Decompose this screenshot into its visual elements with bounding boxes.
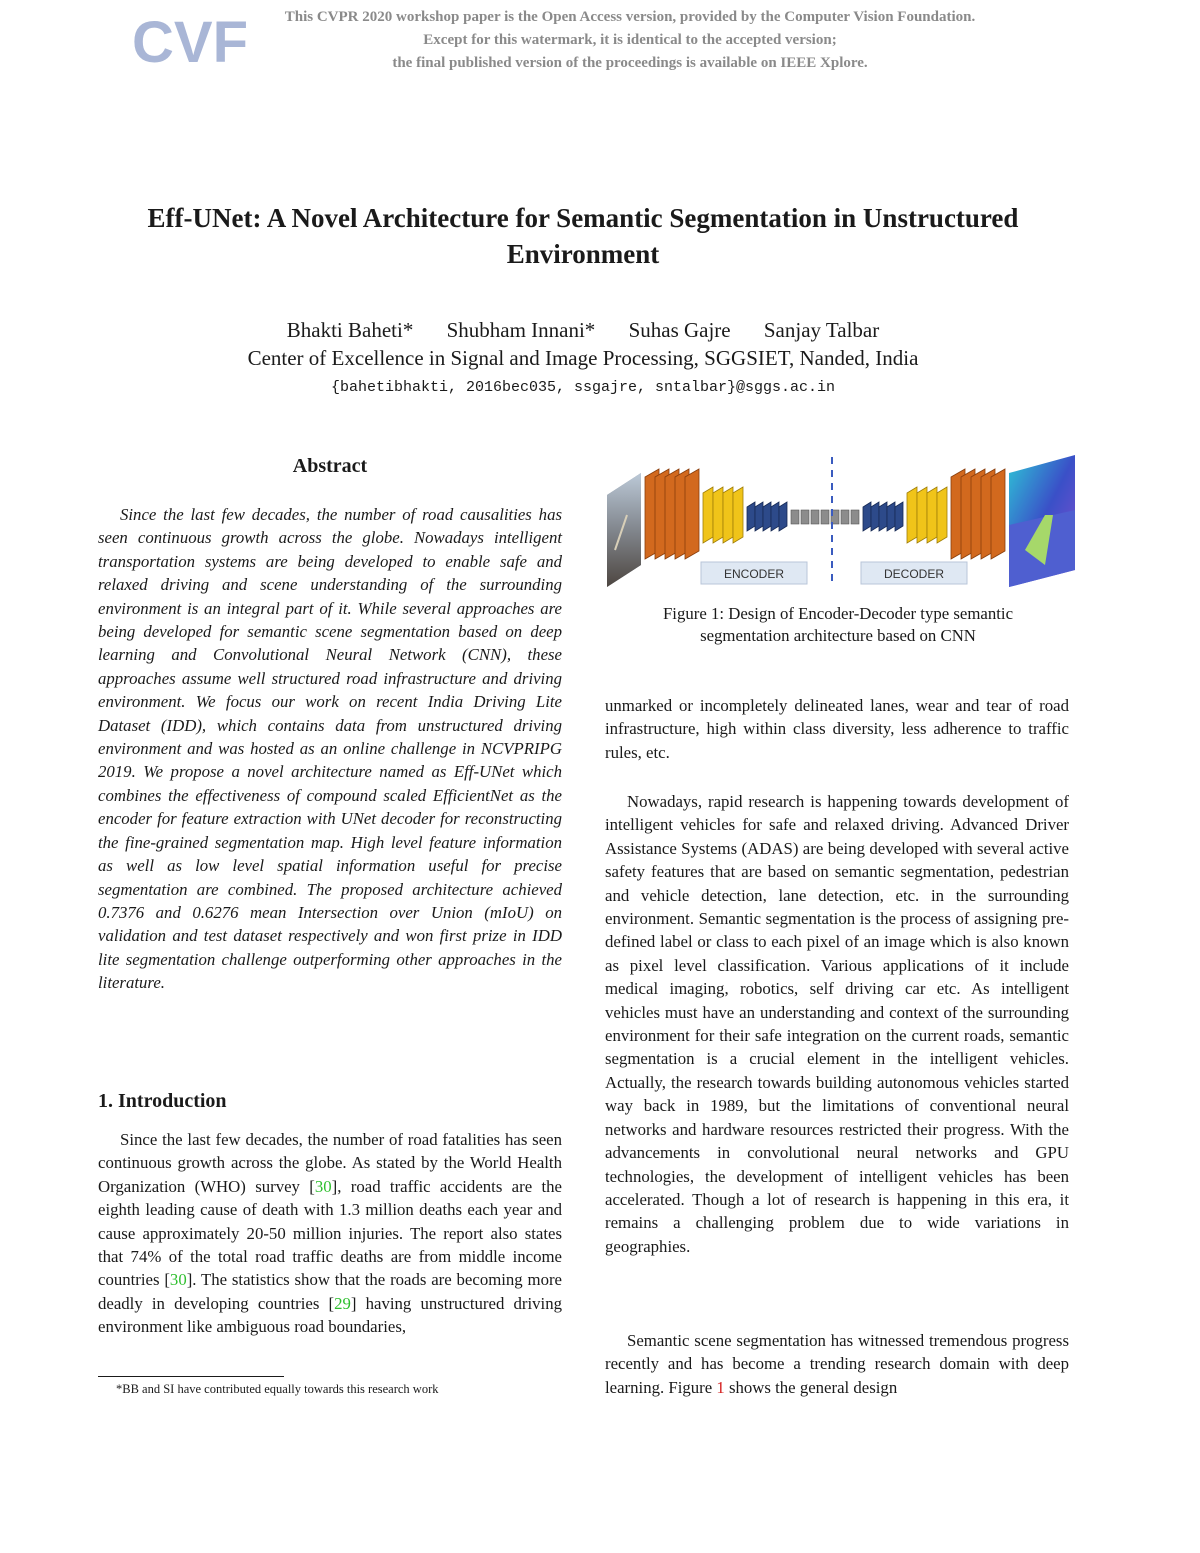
author-3: Suhas Gajre [628,318,731,342]
right-paragraph-3 [605,1329,1069,1399]
intro-text-b: ], road traffic accidents are the eighth leading cause of death with 1.3 million deaths each year and cause approximately 20-50 million injuries. The report also states that 74% of the total road traffic deaths are from middle income countries [ [98,1176,562,1290]
author-emails: {bahetibhakti, 2016bec035, ssgajre, sntalbar}@sggs.ac.in [330,379,836,396]
cvf-logo-text: CVF [132,10,248,75]
bottleneck-layers [791,510,859,524]
encoder-blue-layers [747,502,787,531]
title-line-2: Environment [506,239,660,269]
decoder-label [861,562,967,584]
caption-line-1: Figure 1: Design of Encoder-Decoder type semantic [662,604,1014,623]
author-4: Sanjay Talbar [763,318,880,342]
abstract-heading: Abstract [292,455,368,477]
cvf-logo [130,8,248,75]
intro-text-d: ] having unstructured driving environment like ambiguous road boundaries, [98,1293,562,1337]
introduction-heading: 1. Introduction [98,1090,227,1112]
decoder-yellow-layers [907,487,947,543]
figure-encoder-decoder-diagram [605,455,1075,590]
citation-link[interactable]: 30 [314,1176,332,1196]
citation-link[interactable]: 30 [169,1270,187,1290]
encoder-label [701,562,807,584]
svg-text:DECODER: DECODER [883,567,945,581]
author-2: Shubham Innani* [446,318,596,342]
right-p3-text-b: shows the general design [724,1377,898,1397]
input-image [607,473,641,587]
intro-text-c: ]. The statistics show that the roads are becoming more deadly in developing countries [ [98,1270,562,1313]
svg-text:ENCODER: ENCODER [723,567,785,581]
citation-link[interactable]: 29 [334,1293,351,1313]
watermark-notice [230,6,1030,75]
caption-line-2: segmentation architecture based on CNN [700,626,976,645]
watermark-line-3: the final published version of the proceedings is available on IEEE Xplore. [392,55,868,71]
encoder-yellow-layers [703,487,743,543]
figure-caption [610,603,1066,647]
right-p3-text-a: Semantic scene segmentation has witnessed tremendous progress recently and has become a trending research domain with deep learning. Figure [605,1331,1069,1397]
figure-reference-link[interactable]: 1 [716,1377,725,1397]
footnote-divider [98,1376,284,1377]
decoder-blue-layers [863,502,903,531]
paper-title [100,200,1066,272]
decoder-orange-layers [951,469,1005,559]
watermark-line-1: This CVPR 2020 workshop paper is the Open Access version, provided by the Computer Vision Foundation. [284,9,976,25]
right-paragraph-2: Nowadays, rapid research is happening towards development of intelligent vehicles for safe and relaxed driving. Advanced Driver Assistance Systems (ADAS) are being developed with several active safety features that are based on semantic segmentation, pedestrian and vehicle detection, lane detection, etc. in the surrounding environment. Semantic segmentation is the process of assigning pre-defined label or class to each pixel of an image which is also known as pixel level classification. Various applications of it include medical imaging, robotics, self driving car etc. As intelligent vehicles must have an understanding and context of the surrounding environment for their safe integration on the current roads, semantic segmentation is a crucial element in the intelligent vehicles. Actually, the research towards building autonomous vehicles started way back in 1989, but the limitations of conventional neural networks and hardware resources restricted their progress. With the advancements in convolutional neural networks and GPU technologies, the development of intelligent vehicles has been accelerated. Though a lot of research is happening in this era, it remains a challenging problem due to wide variations in geographies. [605,792,1069,1256]
introduction-paragraph [98,1128,562,1339]
output-segmentation-map [1009,455,1075,587]
intro-text-a: Since the last few decades, the number of road fatalities has seen continuous growth across the globe. As stated by the World Health Organization (WHO) survey [ [98,1130,562,1196]
encoder-orange-layers [645,469,699,559]
title-line-1: Eff-UNet: A Novel Architecture for Semantic Segmentation in Unstructured [147,203,1019,233]
abstract-body: Since the last few decades, the number of road causalities has seen continuous growth across the globe. Nowadays intelligent transportation systems are being developed to enable safe and relaxed driving and scene understanding of the surrounding environment is an integral part of it. While several approaches are being developed for semantic scene segmentation based on deep learning and Convolutional Neural Network (CNN), these approaches assume well structured road infrastructure and driving environment. We focus our work on recent India Driving Lite Dataset (IDD), which contains data from unstructured driving environment and was hosted as an online challenge in NCVPRIPG 2019. We propose a novel architecture named as Eff-UNet which combines the effectiveness of compound scaled EfficientNet as the encoder for feature extraction with UNet decoder for reconstructing the fine-grained segmentation map. High level feature information as well as low level spatial information useful for precise segmentation are combined. The proposed architecture achieved 0.7376 and 0.6276 mean Intersection over Union (mIoU) on validation and test dataset respectively and won first prize in IDD lite segmentation challenge outperforming other approaches in the literature. [98,505,562,993]
footnote: *BB and SI have contributed equally towards this research work [116,1382,439,1396]
author-1: Bhakti Baheti* [286,318,414,342]
affiliation: Center of Excellence in Signal and Image Processing, SGGSIET, Nanded, India [247,346,919,370]
watermark-line-2: Except for this watermark, it is identical to the accepted version; [423,32,837,48]
author-list [100,316,1066,344]
right-paragraph-1: unmarked or incompletely delineated lanes, wear and tear of road infrastructure, high within class diversity, less adherence to traffic rules, etc. [605,696,1069,762]
